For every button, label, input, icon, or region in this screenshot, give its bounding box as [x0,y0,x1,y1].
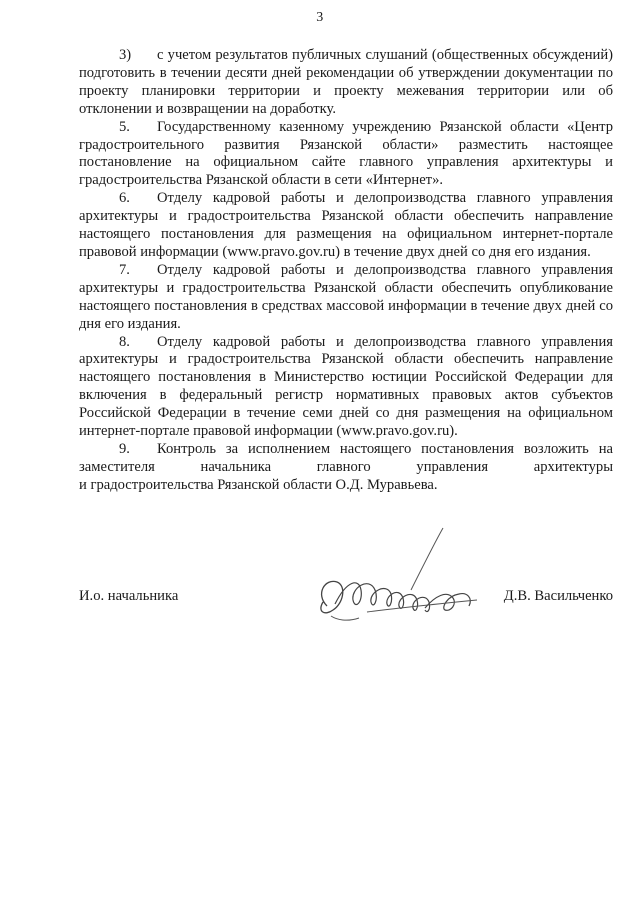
paragraph-number: 8. [119,333,130,350]
signature-block [79,568,613,658]
paragraph-text: Отделу кадровой работы и делопроизводства главного управления архитектуры и градостроительства Рязанской области обеспечить опубликование настоящего постановления в средствах массовой информации в течение двух дней со дня его издания. [79,261,613,332]
paragraph-text: Контроль за исполнением настоящего постановления возложить на заместителя начальника главного управления архитектуры [79,440,613,475]
page-number: 3 [316,10,324,25]
paragraph-number: 9. [119,440,130,457]
paragraph-item-6 [79,190,613,262]
signatory-position: И.о. начальника [79,588,179,604]
paragraph-item-7 [79,262,613,334]
paragraph-item-9 [79,441,613,477]
document-body [79,47,613,495]
paragraph-number: 7. [119,261,130,278]
paragraph-text: с учетом результатов публичных слушаний (общественных обсуждений) подготовить в течении десяти дней рекомендации об утверждении документации по проекту планировки территории и проекту межевания территории или об отклонении и возвращении на доработку. [79,47,613,117]
paragraph-text: Отделу кадровой работы и делопроизводства главного управления архитектуры и градостроительства Рязанской области обеспечить направление настоящего постановления для размещения на официальном интернет-портале правовой информации (www.pravo.gov.ru) в течение двух дней со дня его издания. [79,190,613,260]
paragraph-number: 6. [119,190,130,207]
handwritten-signature-icon [307,520,507,640]
paragraph-text: Отделу кадровой работы и делопроизводства главного управления архитектуры и градостроительства Рязанской области обеспечить направление настоящего постановления в Министерство юстиции Российской Федерации для включения в федеральный регистр нормативных правовых актов субъектов Российской Федерации в течение семи дней со дня размещения на официальном интернет-портале правовой информации (www.pravo.gov.ru). [79,333,613,440]
paragraph-item-3 [79,47,613,119]
signatory-name: Д.В. Васильченко [503,588,613,604]
paragraph-number: 3) [119,47,132,63]
paragraph-item-8 [79,334,613,441]
paragraph-number: 5. [119,118,130,135]
paragraph-text: Государственному казенному учреждению Рязанской области «Центр градостроительного развития Рязанской области» разместить настоящее постановление на официальном сайте главного управления архитектуры и градостроительства Рязанской области в сети «Интернет». [79,118,613,189]
paragraph-item-9-tail: и градостроительства Рязанской области О.Д. Муравьева. [79,476,438,493]
paragraph-item-5 [79,119,613,191]
